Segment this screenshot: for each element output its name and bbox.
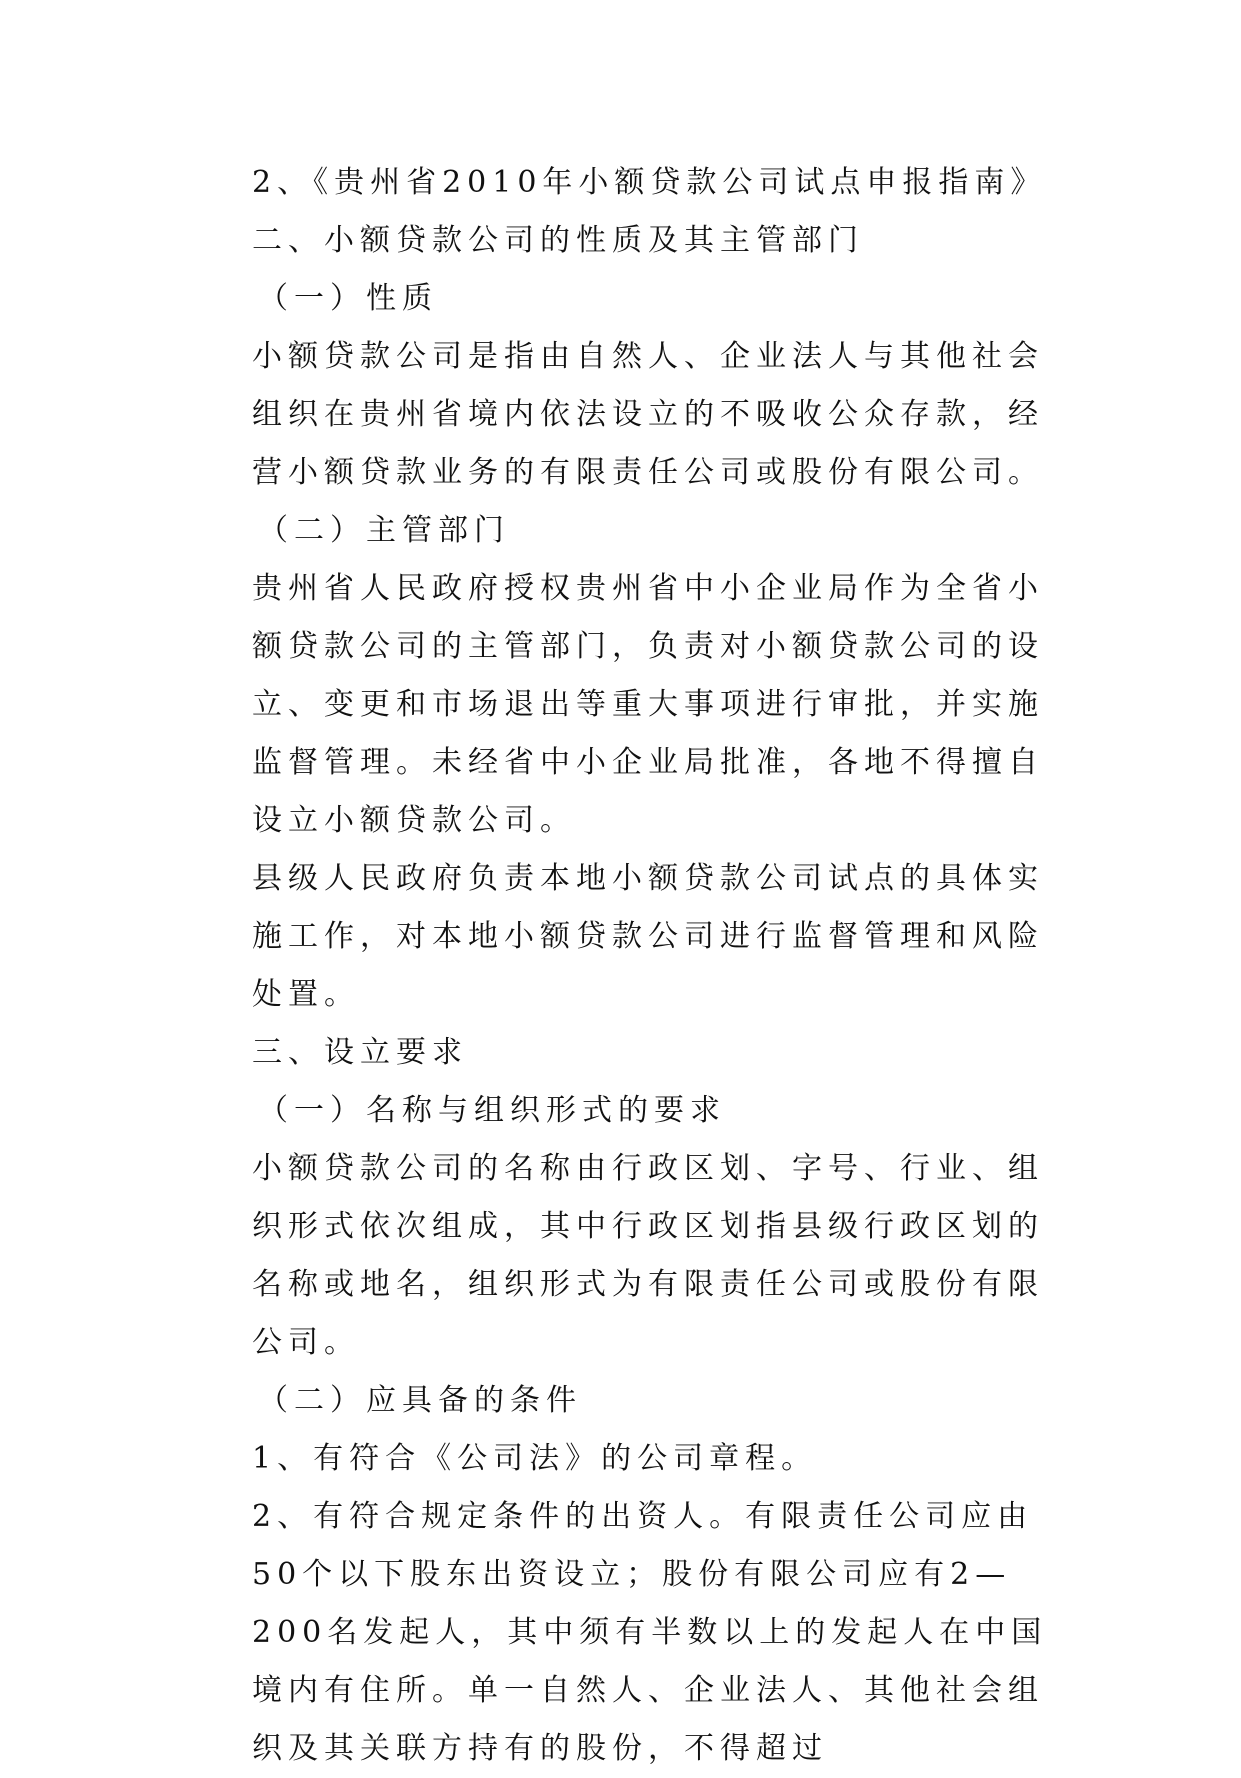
document-body	[190, 154, 1070, 1778]
paragraph-name-and-form: 小额贷款公司的名称由行政区划、字号、行业、组织形式依次组成，其中行政区划指县级行政区划的名称或地名，组织形式为有限责任公司或股份有限公司。	[252, 1151, 1044, 1360]
paragraph-condition-2: 2、有符合规定条件的出资人。有限责任公司应由50个以下股东出资设立；股份有限公司应有2—200名发起人，其中须有半数以上的发起人在中国境内有住所。单一自然人、企业法人、其他社会组织及其关联方持有的股份，不得超过	[252, 1499, 1048, 1766]
paragraph-authority-provincial: 贵州省人民政府授权贵州省中小企业局作为全省小额贷款公司的主管部门，负责对小额贷款公司的设立、变更和市场退出等重大事项进行审批，并实施监督管理。未经省中小企业局批准，各地不得擅自设立小额贷款公司。	[252, 571, 1044, 838]
paragraph-guide-title: 2、《贵州省2010年小额贷款公司试点申报指南》	[252, 165, 1047, 200]
paragraph-nature-definition: 小额贷款公司是指由自然人、企业法人与其他社会组织在贵州省境内依法设立的不吸收公众存款，经营小额贷款业务的有限责任公司或股份有限公司。	[252, 339, 1044, 490]
section-heading-nature-and-authority: 二、小额贷款公司的性质及其主管部门	[252, 223, 864, 258]
paragraph-authority-county: 县级人民政府负责本地小额贷款公司试点的具体实施工作，对本地小额贷款公司进行监督管理和风险处置。	[252, 861, 1044, 1012]
section-heading-requirements: 三、设立要求	[252, 1035, 468, 1070]
subsection-heading-authority: （二）主管部门	[258, 513, 510, 548]
subsection-heading-name-and-form: （一）名称与组织形式的要求	[258, 1093, 726, 1128]
subsection-heading-conditions: （二）应具备的条件	[258, 1383, 582, 1418]
paragraph-condition-1: 1、有符合《公司法》的公司章程。	[252, 1441, 818, 1476]
subsection-heading-nature: （一）性质	[258, 281, 438, 316]
